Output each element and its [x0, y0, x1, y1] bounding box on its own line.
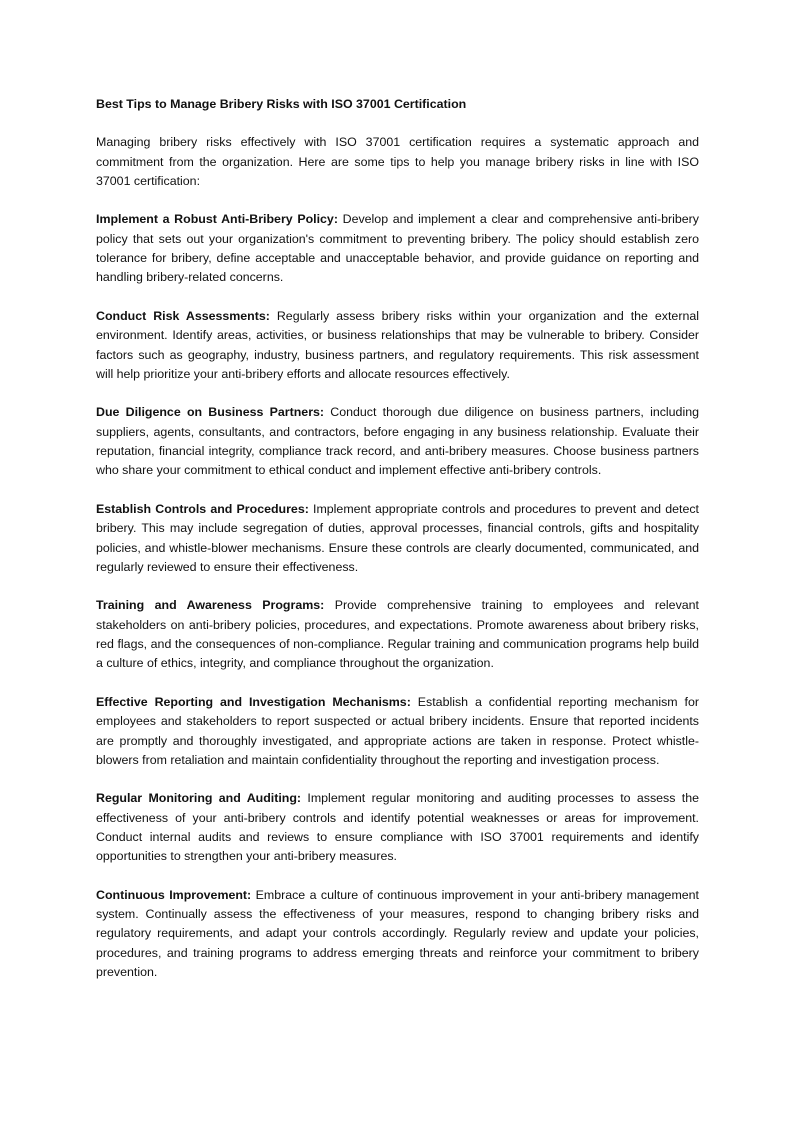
intro-paragraph: Managing bribery risks effectively with ISO 37001 certification requires a systematic approach and commitment from the organization. Here are some tips to help you manage bribery risks in line with ISO 37001 certification: [96, 135, 699, 188]
section-body: Develop and implement a clear and comprehensive anti-bribery policy that sets out your organization's commitment to preventing bribery. The policy should establish zero tolerance for bribery, define acceptable and unacceptable behavior, and provide guidance on reporting and handling bribery-related concerns. [96, 212, 699, 285]
section-body: Implement appropriate controls and procedures to prevent and detect bribery. This may include segregation of duties, approval processes, financial controls, gifts and hospitality policies, and whistle-blower mechanisms. Ensure these controls are clearly documented, communicated, and regularly reviewed to ensure their effectiveness. [96, 501, 699, 574]
section-heading: Effective Reporting and Investigation Mechanisms: [96, 694, 411, 709]
section-paragraph [96, 210, 699, 287]
section-heading: Implement a Robust Anti-Bribery Policy: [96, 212, 338, 227]
section-heading: Establish Controls and Procedures: [96, 501, 309, 516]
section-body: Implement regular monitoring and auditing processes to assess the effectiveness of your anti-bribery controls and identify potential weaknesses or areas for improvement. Conduct internal audits and reviews to ensure compliance with ISO 37001 requirements and identify opportunities to strengthen your anti-bribery measures. [96, 791, 699, 864]
section-body: Embrace a culture of continuous improvement in your anti-bribery management system. Continually assess the effectiveness of your measures, respond to changing bribery risks and regulatory requirements, and adapt your controls accordingly. Regularly review and update your policies, procedures, and training programs to address emerging threats and reinforce your commitment to bribery prevention. [96, 887, 699, 980]
section-body: Conduct thorough due diligence on business partners, including suppliers, agents, consultants, and contractors, before engaging in any business relationship. Evaluate their reputation, financial integrity, compliance track record, and anti-bribery measures. Choose business partners who share your commitment to ethical conduct and implement effective anti-bribery controls. [96, 405, 699, 478]
section-paragraph [96, 307, 699, 384]
section-paragraph [96, 693, 699, 770]
section-body: Establish a confidential reporting mechanism for employees and stakeholders to report suspected or actual bribery incidents. Ensure that reported incidents are promptly and thoroughly investigated, and appropriate actions are taken in response. Protect whistle-blowers from retaliation and maintain confidentiality throughout the reporting and investigation process. [96, 694, 700, 767]
section-paragraph [96, 886, 699, 982]
section-heading: Regular Monitoring and Auditing: [96, 791, 302, 806]
section-paragraph [96, 500, 699, 577]
section-paragraph [96, 403, 699, 480]
section-heading: Conduct Risk Assessments: [96, 308, 270, 323]
document-title: Best Tips to Manage Bribery Risks with ISO 37001 Certification [96, 97, 467, 111]
section-paragraph [96, 789, 699, 866]
document-page [96, 95, 699, 1002]
section-body: Regularly assess bribery risks within your organization and the external environment. Identify areas, activities, or business relationships that may be vulnerable to bribery. Consider factors such as geography, industry, business partners, and regulatory requirements. This risk assessment will help prioritize your anti-bribery efforts and allocate resources effectively. [96, 308, 699, 381]
section-heading: Continuous Improvement: [96, 887, 252, 902]
section-body: Provide comprehensive training to employees and relevant stakeholders on anti-bribery policies, procedures, and expectations. Promote awareness about bribery risks, red flags, and the consequences of non-compliance. Regular training and communication programs help build a culture of ethics, integrity, and compliance throughout the organization. [96, 598, 699, 671]
section-heading: Due Diligence on Business Partners: [96, 405, 325, 420]
section-paragraph [96, 596, 699, 673]
section-heading: Training and Awareness Programs: [96, 598, 325, 613]
